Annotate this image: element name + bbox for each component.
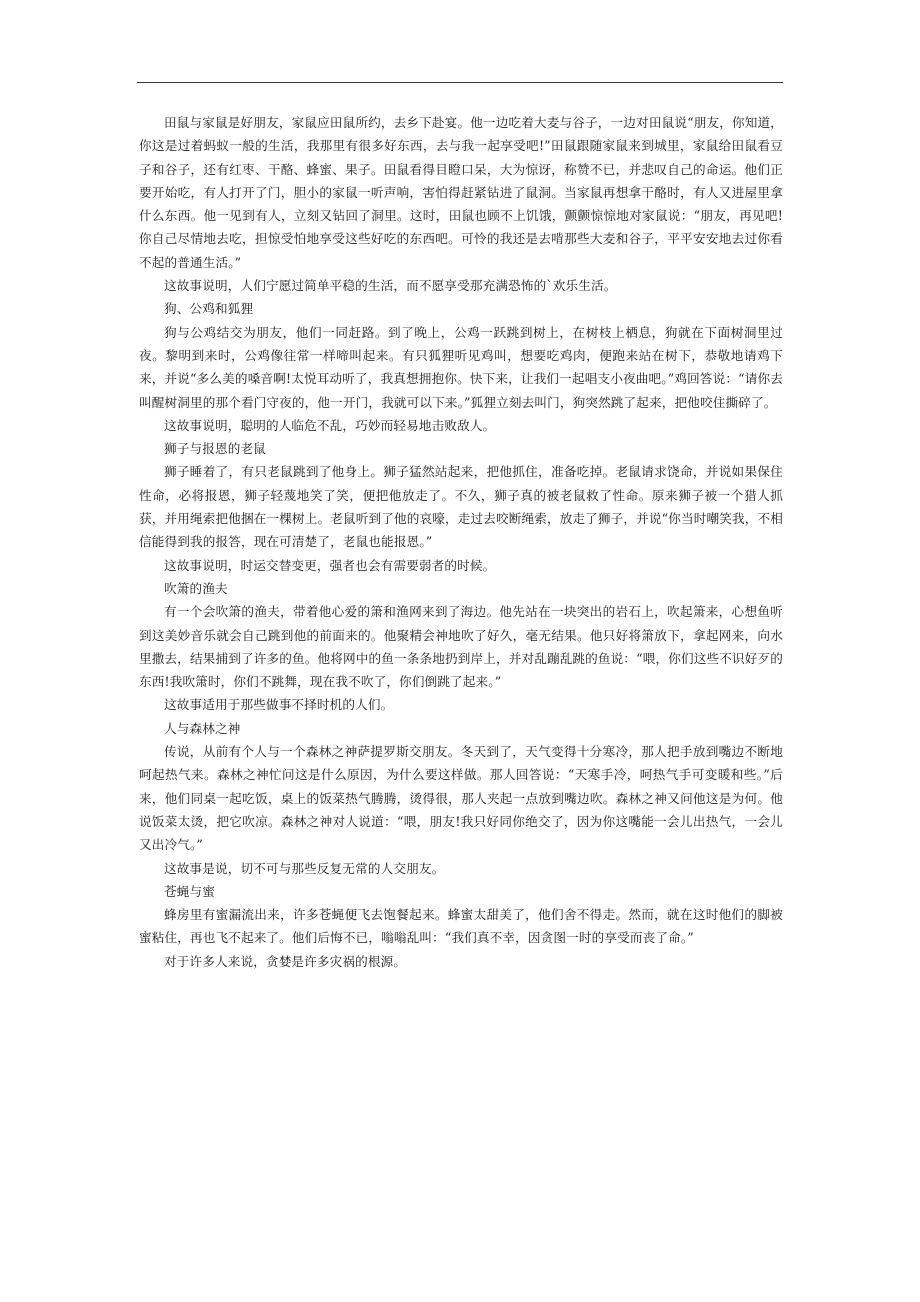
paragraph-man-and-satyr-story: 传说，从前有个人与一个森林之神萨提罗斯交朋友。冬天到了，天气变得十分寒冷，那人把手放到嘴边不断地呵起热气来。森林之神忙问这是什么原因，为什么要这样做。那人回答说：“天寒手冷，呵热气手可变暖和些。”后来，他们同桌一起吃饭，桌上的饭菜热气腾腾，烫得很，那人夹起一点放到嘴边吹。森林之神又问他这是为何。他说饭菜太烫，把它吹凉。森林之神对人说道：“喂，朋友!我只好同你绝交了，因为你这嘴能一会儿出热气，一会儿又出冷气。” (139, 744, 783, 853)
title-flies-and-honey: 苍蝇与蜜 (164, 883, 215, 899)
paragraph-dog-rooster-fox-moral: 这故事说明，聪明的人临危不乱，巧妙而轻易地击败敌人。 (164, 417, 496, 433)
title-flute-fisherman: 吹箫的渔夫 (164, 580, 228, 596)
paragraph-town-mouse-story: 田鼠与家鼠是好朋友，家鼠应田鼠所约，去乡下赴宴。他一边吃着大麦与谷子，一边对田鼠说“朋友，你知道，你这是过着蚂蚁一般的生活，我那里有很多好东西，去与我一起享受吧!”田鼠跟随家鼠来到城里，家鼠给田鼠看豆子和谷子，还有红枣、干酪、蜂蜜、果子。田鼠看得目瞪口呆，大为惊讶，称赞不已，并悲叹自己的命运。他们正要开始吃，有人打开了门，胆小的家鼠一听声响，害怕得赶紧钻进了鼠洞。当家鼠再想拿干酪时，有人又进屋里拿什么东西。他一见到有人，立刻又钻回了洞里。这时，田鼠也顾不上饥饿，颤颤惊惊地对家鼠说：“朋友，再见吧!你自己尽情地去吃，担惊受怕地享受这些好吃的东西吧。可怜的我还是去啃那些大麦和谷子，平平安安地去过你看不起的普通生活。” (139, 115, 783, 270)
document-body (139, 111, 783, 973)
paragraph-man-and-satyr-moral: 这故事是说，切不可与那些反复无常的人交朋友。 (164, 860, 445, 876)
paragraph-town-mouse-moral: 这故事说明，人们宁愿过简单平稳的生活，而不愿享受那充满恐怖的`欢乐生活。 (164, 278, 617, 294)
paragraph-dog-rooster-fox-story: 狗与公鸡结交为朋友，他们一同赶路。到了晚上，公鸡一跃跳到树上，在树枝上栖息，狗就在下面树洞里过夜。黎明到来时，公鸡像往常一样啼叫起来。有只狐狸听见鸡叫，想要吃鸡肉，便跑来站在树下，恭敬地请鸡下来，并说“多么美的嗓音啊!太悦耳动听了，我真想拥抱你。快下来，让我们一起唱支小夜曲吧。”鸡回答说：“请你去叫醒树洞里的那个看门守夜的，他一开门，我就可以下来。”狐狸立刻去叫门，狗突然跳了起来，把他咬住撕碎了。 (139, 324, 783, 410)
title-lion-and-mouse: 狮子与报恩的老鼠 (164, 441, 266, 457)
paragraph-lion-and-mouse-moral: 这故事说明，时运交替变更，强者也会有需要弱者的时候。 (164, 557, 496, 573)
paragraph-lion-and-mouse-story: 狮子睡着了，有只老鼠跳到了他身上。狮子猛然站起来，把他抓住，准备吃掉。老鼠请求饶命，并说如果保住性命，必将报恩，狮子轻蔑地笑了笑，便把他放走了。不久，狮子真的被老鼠救了性命。原来狮子被一个猎人抓获，并用绳索把他捆在一棵树上。老鼠听到了他的哀嚎，走过去咬断绳索，放走了狮子，并说“你当时嘲笑我，不相信能得到我的报答，现在可清楚了，老鼠也能报恩。” (139, 464, 783, 550)
title-man-and-satyr: 人与森林之神 (164, 720, 241, 736)
header-rule (137, 82, 783, 83)
title-dog-rooster-fox: 狗、公鸡和狐狸 (164, 301, 254, 317)
paragraph-flies-and-honey-story: 蜂房里有蜜漏流出来，许多苍蝇便飞去饱餐起来。蜂蜜太甜美了，他们舍不得走。然而，就在这时他们的脚被蜜粘住，再也飞不起来了。他们后悔不已，嗡嗡乱叫：“我们真不幸，因贪图一时的享受而丧了命。” (139, 907, 783, 946)
paragraph-flute-fisherman-moral: 这故事适用于那些做事不择时机的人们。 (164, 697, 394, 713)
paragraph-flute-fisherman-story: 有一个会吹箫的渔夫，带着他心爱的箫和渔网来到了海边。他先站在一块突出的岩石上，吹起箫来，心想鱼听到这美妙音乐就会自己跳到他的前面来的。他聚精会神地吹了好久，毫无结果。他只好将箫放下，拿起网来，向水里撒去，结果捕到了许多的鱼。他将网中的鱼一条条地扔到岸上，并对乱蹦乱跳的鱼说：“喂，你们这些不识好歹的东西!我吹箫时，你们不跳舞，现在我不吹了，你们倒跳了起来。” (139, 604, 783, 690)
paragraph-flies-and-honey-moral: 对于许多人来说，贪婪是许多灾祸的根源。 (164, 953, 407, 969)
